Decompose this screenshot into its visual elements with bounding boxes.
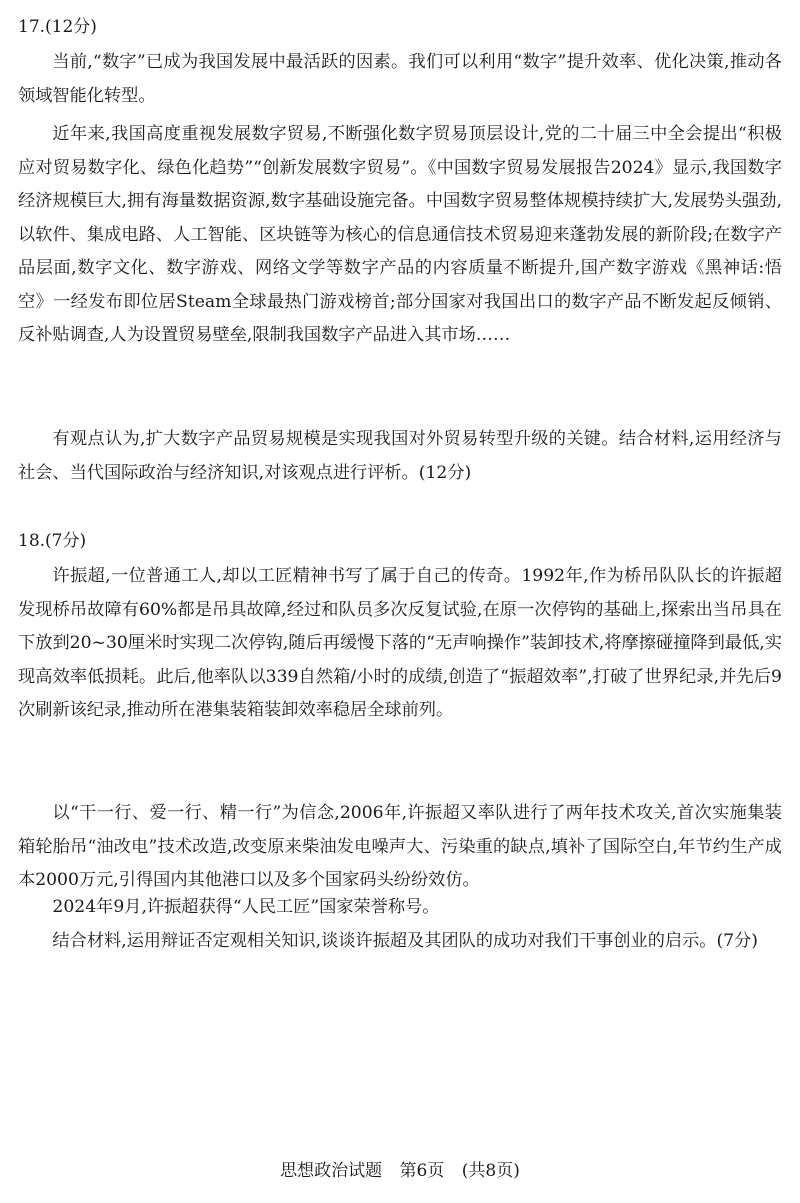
question-17-paragraph-1: 当前,“数字”已成为我国发展中最活跃的因素。我们可以利用“数字”提升效率、优化决策,推动各领域智能化转型。	[18, 52, 782, 106]
question-18-prompt: 结合材料,运用辩证否定观相关知识,谈谈许振超及其团队的成功对我们干事创业的启示。(7分)	[52, 931, 758, 951]
question-17-paragraph-2: 近年来,我国高度重视发展数字贸易,不断强化数字贸易顶层设计,党的二十届三中全会提出“积极应对贸易数字化、绿色化趋势”“创新发展数字贸易”。《中国数字贸易发展报告2024》显示,我国数字经济规模巨大,拥有海量数据资源,数字基础设施完备。中国数字贸易整体规模持续扩大,发展势头强劲,以软件、集成电路、人工智能、区块链等为核心的信息通信技术贸易迎来蓬勃发展的新阶段;在数字产品层面,数字文化、数字游戏、网络文学等数字产品的内容质量不断提升,国产数字游戏《黑神话:悟空》一经发布即位居Steam全球最热门游戏榜首;部分国家对我国出口的数字产品不断发起反倾销、反补贴调查,人为设置贸易壁垒,限制我国数字产品进入其市场……	[18, 124, 782, 345]
question-18-paragraph-1: 许振超,一位普通工人,却以工匠精神书写了属于自己的传奇。1992年,作为桥吊队队长的许振超发现桥吊故障有60%都是吊具故障,经过和队员多次反复试验,在原一次停钩的基础上,探索出当吊具在下放到20~30厘米时实现二次停钩,随后再缓慢下落的“无声响操作”装卸技术,将摩擦碰撞降到最低,实现高效率低损耗。此后,他率队以339自然箱/小时的成绩,创造了“振超效率”,打破了世界纪录,并先后9次刷新该纪录,推动所在港集装箱装卸效率稳居全球前列。	[18, 566, 782, 720]
footer-page-number: 第6页	[399, 1161, 445, 1181]
footer-subject: 思想政治试题	[280, 1161, 383, 1181]
footer-total-pages: (共8页)	[461, 1161, 520, 1181]
question-18-paragraph-3: 2024年9月,许振超获得“人民工匠”国家荣誉称号。	[52, 897, 440, 917]
question-17-heading: 17.(12分)	[18, 17, 97, 37]
question-18-heading: 18.(7分)	[18, 531, 87, 551]
question-17-prompt: 有观点认为,扩大数字产品贸易规模是实现我国对外贸易转型升级的关键。结合材料,运用经济与社会、当代国际政治与经济知识,对该观点进行评析。(12分)	[18, 429, 782, 483]
question-18-paragraph-2: 以“干一行、爱一行、精一行”为信念,2006年,许振超又率队进行了两年技术攻关,首次实施集装箱轮胎吊“油改电”技术改造,改变原来柴油发电噪声大、污染重的缺点,填补了国际空白,年节约生产成本2000万元,引得国内其他港口以及多个国家码头纷纷效仿。	[18, 803, 782, 890]
page-footer	[0, 1160, 800, 1182]
